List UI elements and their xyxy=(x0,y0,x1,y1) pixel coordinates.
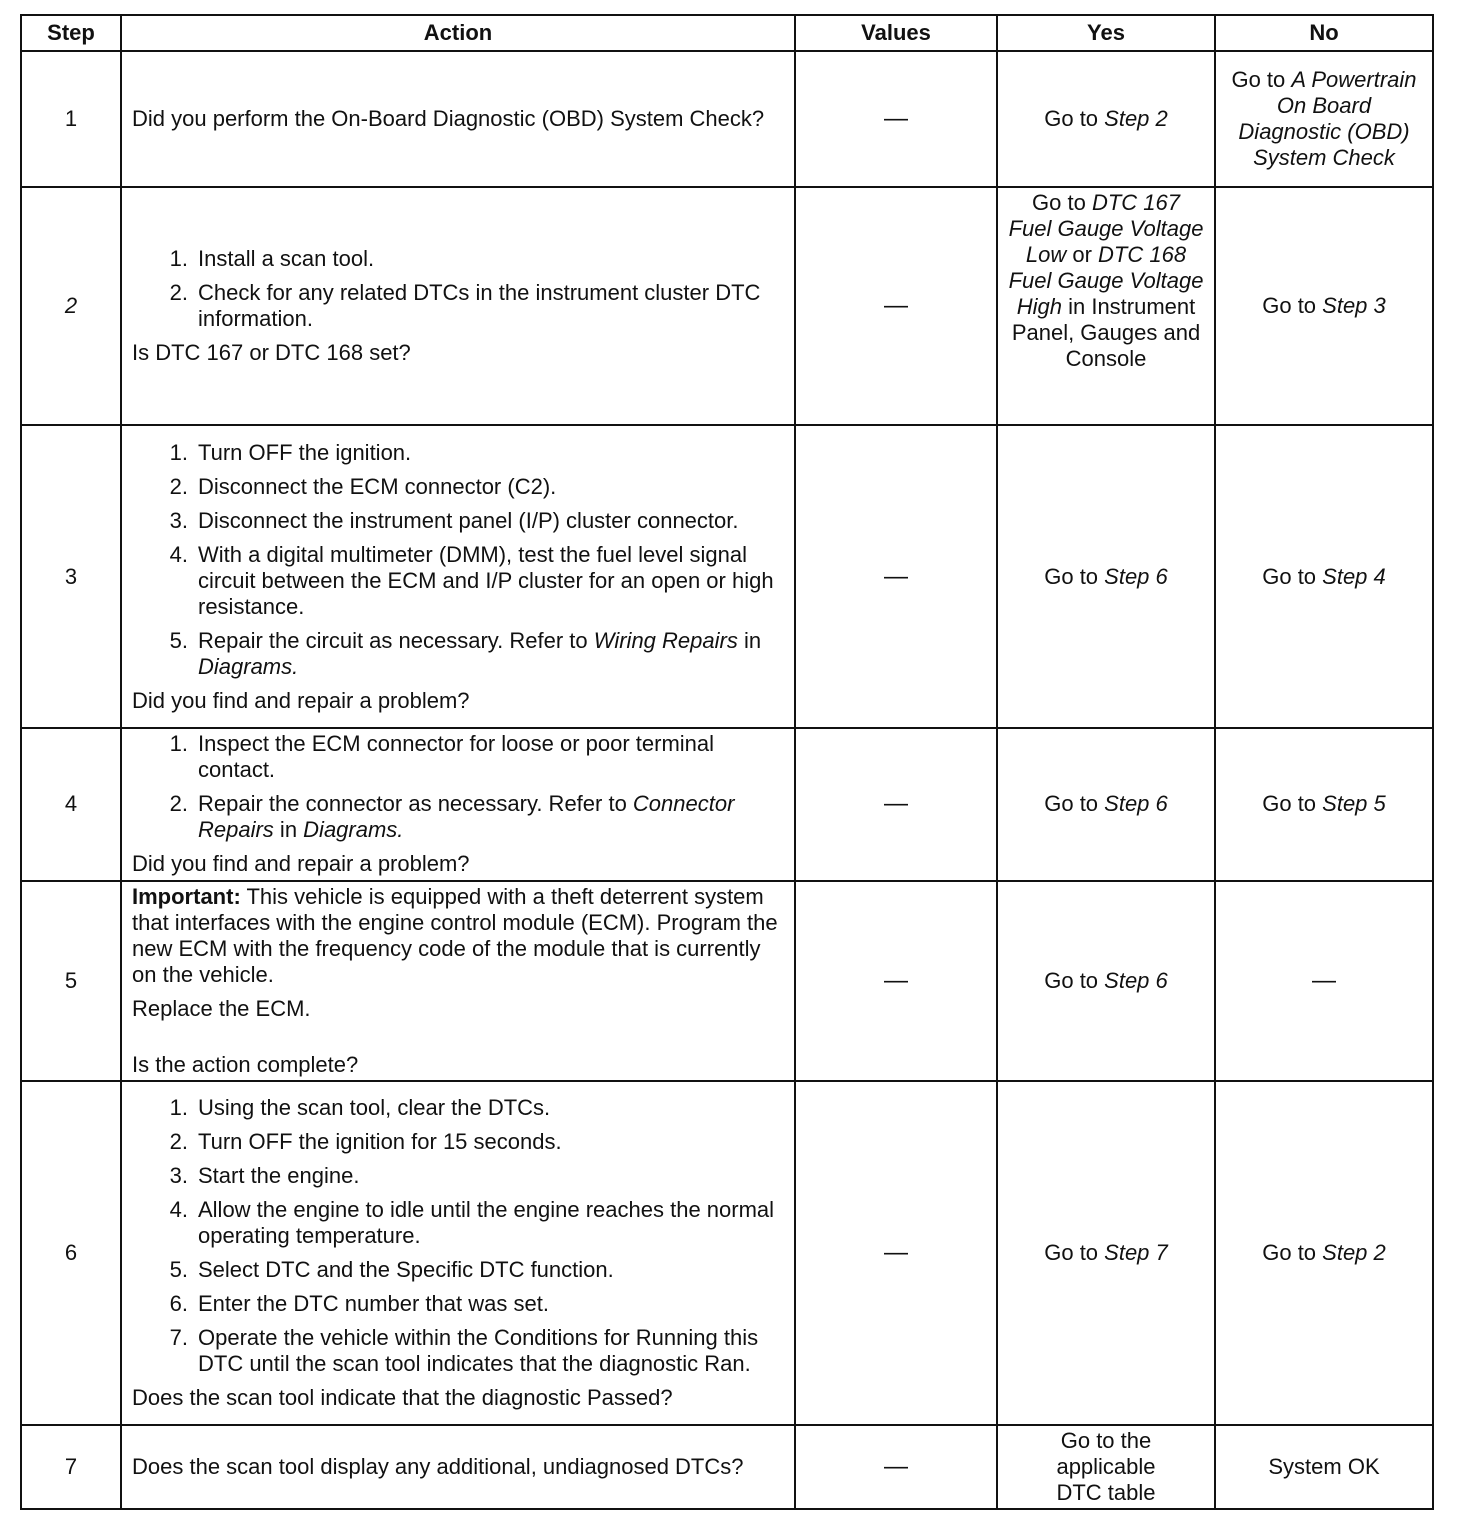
no-link[interactable]: Step 3 xyxy=(1322,293,1386,319)
list-item: 2. Check for any related DTCs in the instrument cluster DTC information. xyxy=(169,280,761,332)
yes-link[interactable]: Step 6 xyxy=(1104,563,1168,589)
table-row-step-5 xyxy=(21,881,1433,1081)
yes-prefix: Go to xyxy=(1044,1239,1105,1265)
yes-cell xyxy=(997,1425,1215,1509)
yes-cell xyxy=(997,187,1215,425)
yes-cell xyxy=(997,881,1215,1081)
yes-link[interactable]: Step 2 xyxy=(1104,106,1168,132)
yes-prefix: Go to xyxy=(1044,106,1105,132)
list-item: 2. Turn OFF the ignition for 15 seconds. xyxy=(169,1128,562,1154)
list-item: 2. Repair the connector as necessary. Refer to Connector Repairs in Diagrams. xyxy=(169,791,735,843)
diagrams-doc: Diagrams. xyxy=(198,653,299,679)
header-step: Step xyxy=(21,15,121,51)
table-row-step-3 xyxy=(21,425,1433,728)
yes-cell xyxy=(997,1081,1215,1425)
action-list xyxy=(132,246,784,332)
action-cell xyxy=(121,51,795,187)
list-item: 1. Inspect the ECM connector for loose or poor terminal contact. xyxy=(169,731,715,783)
list-item: 3. Start the engine. xyxy=(169,1162,360,1188)
no-cell xyxy=(1215,425,1433,728)
header-row xyxy=(21,15,1433,51)
action-cell xyxy=(121,1425,795,1509)
diagrams-doc: Diagrams. xyxy=(303,817,404,843)
list-item: 5. Repair the circuit as necessary. Refer to Wiring Repairs in Diagrams. xyxy=(169,627,762,679)
yes-doc: Instrument Panel, Gauges and Console xyxy=(1011,294,1201,372)
list-item: 5. Select DTC and the Specific DTC function. xyxy=(169,1256,614,1282)
list-item: 2. Disconnect the ECM connector (C2). xyxy=(169,473,557,499)
action-cell xyxy=(121,881,795,1081)
values-cell: — xyxy=(795,51,997,187)
yes-link-dtc167[interactable]: DTC 167 Fuel Gauge Voltage Low xyxy=(1008,190,1204,268)
important-label: Important: xyxy=(132,883,241,909)
important-text: This vehicle is equipped with a theft deterrent system that interfaces with the engine control module (ECM). Program the new ECM with the frequency code of the module that is currently on the vehicle. xyxy=(132,883,778,987)
yes-link[interactable]: Step 7 xyxy=(1104,1239,1168,1265)
no-prefix: Go to xyxy=(1262,1239,1323,1265)
table-row-step-7 xyxy=(21,1425,1433,1509)
action-question: Is the action complete? xyxy=(132,1051,359,1077)
no-prefix: Go to xyxy=(1262,791,1323,817)
table-row-step-1 xyxy=(21,51,1433,187)
yes-or: or xyxy=(1066,242,1099,268)
step-number: 7 xyxy=(21,1425,121,1509)
action-question: Is DTC 167 or DTC 168 set? xyxy=(132,340,411,366)
header-no: No xyxy=(1215,15,1433,51)
no-prefix: Go to xyxy=(1262,563,1323,589)
values-cell: — xyxy=(795,728,997,880)
yes-prefix: Go to xyxy=(1044,791,1105,817)
yes-prefix: Go to xyxy=(1044,967,1105,993)
table-row-step-6 xyxy=(21,1081,1433,1425)
action-question: Did you find and repair a problem? xyxy=(132,851,470,877)
yes-link-dtc168[interactable]: DTC 168 Fuel Gauge Voltage High xyxy=(1008,242,1204,320)
step-number: 1 xyxy=(21,51,121,187)
diagnostic-table xyxy=(20,14,1434,1510)
action-question: Does the scan tool indicate that the diagnostic Passed? xyxy=(132,1384,673,1410)
no-link[interactable]: Step 5 xyxy=(1322,791,1386,817)
table-row-step-2 xyxy=(21,187,1433,425)
no-link[interactable]: Step 4 xyxy=(1322,563,1386,589)
action-cell xyxy=(121,187,795,425)
values-cell: — xyxy=(795,1081,997,1425)
header-action: Action xyxy=(121,15,795,51)
action-question: Did you perform the On-Board Diagnostic (OBD) System Check? xyxy=(132,106,765,132)
action-list xyxy=(132,440,784,680)
step-number: 3 xyxy=(21,425,121,728)
no-cell xyxy=(1215,1081,1433,1425)
action-question: Did you find and repair a problem? xyxy=(132,687,470,713)
list-item: 4. With a digital multimeter (DMM), test the fuel level signal circuit between the ECM and I/P cluster for an open or high resistance. xyxy=(169,541,774,619)
list-item: 7. Operate the vehicle within the Conditions for Running this DTC until the scan tool indicates that the diagnostic Ran. xyxy=(169,1324,759,1376)
no-cell: — xyxy=(1215,881,1433,1081)
action-cell xyxy=(121,1081,795,1425)
list-item: 1. Turn OFF the ignition. xyxy=(169,439,412,465)
step-number: 6 xyxy=(21,1081,121,1425)
wiring-repairs-link[interactable]: Wiring Repairs xyxy=(593,627,738,653)
action-list xyxy=(132,731,784,843)
important-note xyxy=(132,884,784,988)
yes-link[interactable]: Step 6 xyxy=(1104,967,1168,993)
values-cell: — xyxy=(795,881,997,1081)
no-cell xyxy=(1215,728,1433,880)
no-cell xyxy=(1215,51,1433,187)
yes-prefix: Go to xyxy=(1044,563,1105,589)
list-item: 4. Allow the engine to idle until the engine reaches the normal operating temperature. xyxy=(169,1196,775,1248)
values-cell: — xyxy=(795,187,997,425)
no-prefix: Go to xyxy=(1262,293,1323,319)
list-item: 3. Disconnect the instrument panel (I/P) cluster connector. xyxy=(169,507,739,533)
no-text: System OK xyxy=(1268,1453,1380,1479)
table-row-step-4 xyxy=(21,728,1433,880)
yes-cell xyxy=(997,425,1215,728)
action-list xyxy=(132,1095,784,1377)
step-number: 2 xyxy=(21,187,121,425)
connector-repairs-link[interactable]: Connector Repairs xyxy=(198,791,735,843)
step-number: 4 xyxy=(21,728,121,880)
yes-cell xyxy=(997,728,1215,880)
list-item: 6. Enter the DTC number that was set. xyxy=(169,1290,549,1316)
yes-prefix: Go to xyxy=(1032,190,1092,216)
action-question: Does the scan tool display any additional, undiagnosed DTCs? xyxy=(132,1453,744,1479)
header-yes: Yes xyxy=(997,15,1215,51)
values-cell: — xyxy=(795,425,997,728)
yes-in: in xyxy=(1061,294,1092,320)
action-instruction: Replace the ECM. xyxy=(132,995,311,1021)
list-item: 1. Install a scan tool. xyxy=(169,246,375,272)
no-cell xyxy=(1215,1425,1433,1509)
no-link[interactable]: A Powertrain On Board Diagnostic (OBD) System Check xyxy=(1238,67,1417,171)
step-number: 5 xyxy=(21,881,121,1081)
no-link[interactable]: Step 2 xyxy=(1322,1239,1386,1265)
no-prefix: Go to xyxy=(1231,67,1292,93)
values-cell: — xyxy=(795,1425,997,1509)
action-cell xyxy=(121,728,795,880)
yes-cell xyxy=(997,51,1215,187)
yes-text: Go to the applicable DTC table xyxy=(1056,1427,1156,1505)
list-item: 1. Using the scan tool, clear the DTCs. xyxy=(169,1094,551,1120)
action-cell xyxy=(121,425,795,728)
yes-link[interactable]: Step 6 xyxy=(1104,791,1168,817)
no-cell xyxy=(1215,187,1433,425)
header-values: Values xyxy=(795,15,997,51)
